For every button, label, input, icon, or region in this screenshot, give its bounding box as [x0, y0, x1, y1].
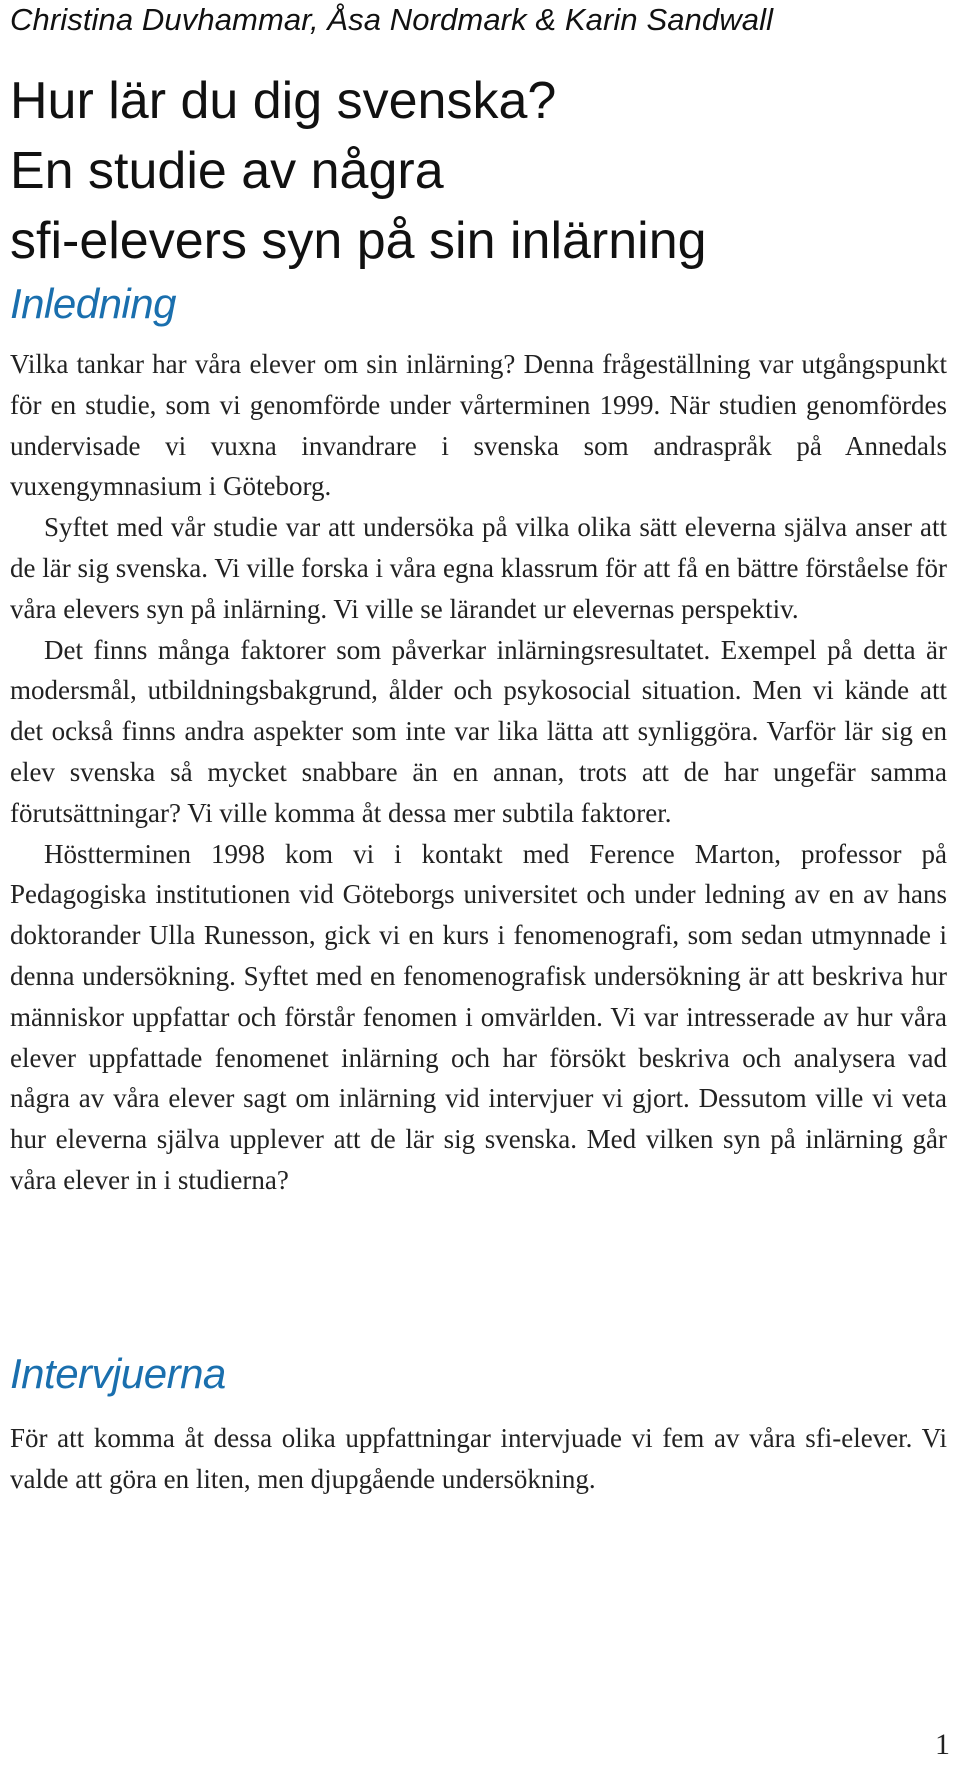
- body-paragraph: Höstterminen 1998 kom vi i kontakt med Ference Marton, professor på Pedagogiska institutionen vid Göteborgs universitet och under ledning av en av hans doktorander Ulla Runesson, gick vi en kurs i fenomenografi, som sedan utmynnade i denna undersökning. Syftet med en fenomenografisk undersökning är att beskriva hur människor uppfattar och förstår fenomen i omvärlden. Vi var intresserade av hur våra elever uppfattade fenomenet inlärning och har försökt beskriva och analysera vad några av våra elever sagt om inlärning vid intervjuer vi gjort. Dessutom ville vi veta hur eleverna själva upplever att de lär sig svenska. Med vilken syn på inlärning går våra elever in i studierna?: [10, 838, 947, 1195]
- section-heading-inledning: Inledning: [10, 280, 176, 327]
- section-body-intervjuerna: [10, 1418, 947, 1500]
- page-number: 1: [935, 1728, 950, 1761]
- title-line: Hur lär du dig svenska?: [10, 72, 557, 130]
- section-body-inledning: [10, 344, 947, 1201]
- article-title: [10, 66, 910, 276]
- author-line: Christina Duvhammar, Åsa Nordmark & Karin Sandwall: [10, 2, 774, 37]
- body-paragraph: Vilka tankar har våra elever om sin inlärning? Denna frågeställning var utgångspunkt för en studie, som vi genomförde under vårterminen 1999. När studien genomfördes undervisade vi vuxna invandrare i svenska som andraspråk på Annedals vuxengymnasium i Göteborg.: [10, 349, 947, 502]
- body-paragraph: Syftet med vår studie var att undersöka på vilka olika sätt eleverna själva anser att de lär sig svenska. Vi ville forska i våra egna klassrum för att få en bättre förståelse för våra elevers syn på inlärning. Vi ville se lärandet ur elevernas perspektiv.: [10, 512, 947, 624]
- title-line: En studie av några: [10, 142, 444, 200]
- title-line: sfi-elevers syn på sin inlärning: [10, 212, 707, 270]
- body-paragraph: Det finns många faktorer som påverkar inlärningsresultatet. Exempel på detta är modersmål, utbildningsbakgrund, ålder och psykosocial situation. Men vi kände att det också finns andra aspekter som inte var lika lätta att synliggöra. Varför lär sig en elev svenska så mycket snabbare än en annan, trots att de har ungefär samma förutsättningar? Vi ville komma åt dessa mer subtila faktorer.: [10, 634, 947, 828]
- body-paragraph: För att komma åt dessa olika uppfattningar intervjuade vi fem av våra sfi-elever. Vi valde att göra en liten, men djupgående undersökning.: [10, 1423, 947, 1494]
- section-heading-intervjuerna: Intervjuerna: [10, 1350, 226, 1397]
